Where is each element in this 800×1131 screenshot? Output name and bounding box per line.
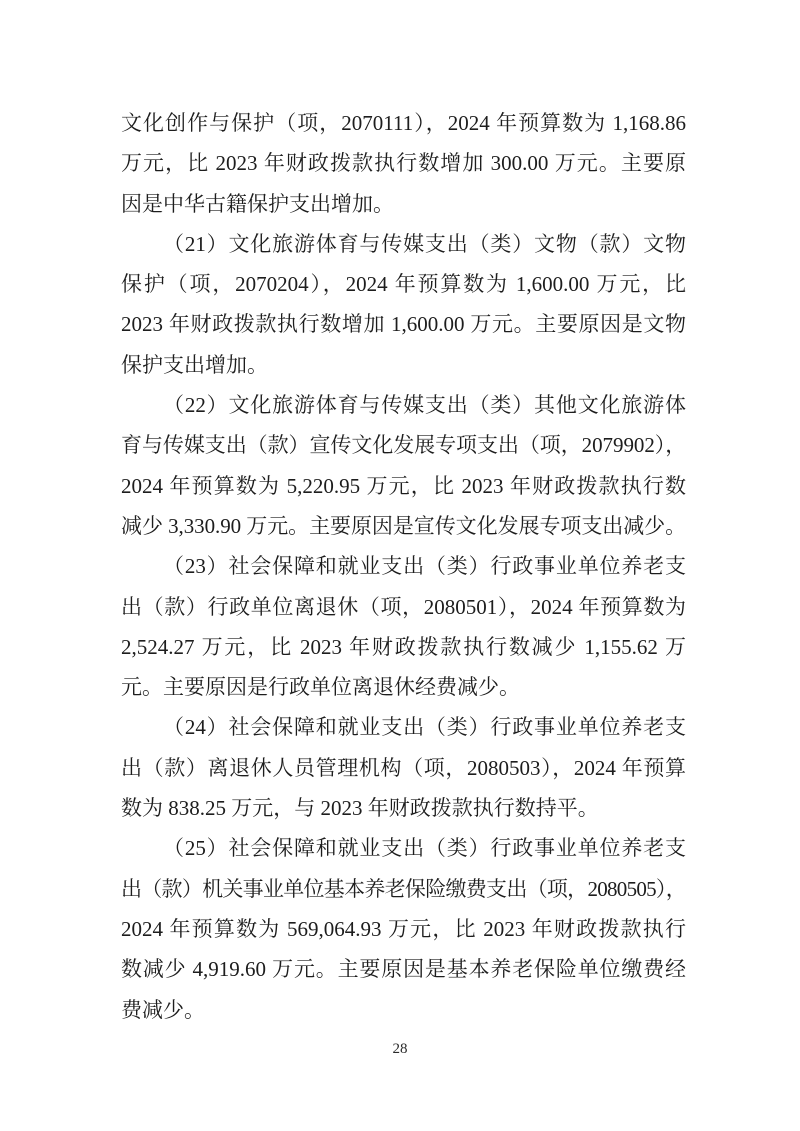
- para-item-2070111-continuation: [121, 103, 686, 224]
- para-item-23: [121, 546, 686, 707]
- text-line: （21）文化旅游体育与传媒支出（类）文物（款）文物: [163, 231, 686, 256]
- text-line: 2,524.27 万元，比 2023 年财政拨款执行数减少 1,155.62 万: [121, 634, 686, 659]
- text-line: 万元，比 2023 年财政拨款执行数增加 300.00 万元。主要原: [121, 151, 686, 176]
- text-line: 保护支出增加。: [121, 352, 268, 377]
- text-line: 出（款）机关事业单位基本养老保险缴费支出（项，2080505），: [121, 876, 686, 901]
- para-item-22: [121, 385, 686, 546]
- text-line: 2024 年预算数为 5,220.95 万元，比 2023 年财政拨款执行数: [121, 473, 686, 498]
- para-item-24: [121, 707, 686, 828]
- text-line: 出（款）离退休人员管理机构（项，2080503），2024 年预算: [121, 755, 686, 780]
- text-line: 元。主要原因是行政单位离退休经费减少。: [121, 675, 520, 700]
- text-line: 数为 838.25 万元，与 2023 年财政拨款执行数持平。: [121, 796, 599, 821]
- text-line: 因是中华古籍保护支出增加。: [121, 191, 394, 216]
- page-footer: [0, 1040, 800, 1058]
- text-line: 保护（项，2070204），2024 年预算数为 1,600.00 万元，比: [121, 272, 686, 297]
- text-line: （22）文化旅游体育与传媒支出（类）其他文化旅游体: [163, 393, 686, 418]
- text-line: 2023 年财政拨款执行数增加 1,600.00 万元。主要原因是文物: [121, 312, 686, 337]
- text-line: （23）社会保障和就业支出（类）行政事业单位养老支: [163, 554, 686, 579]
- text-line: 2024 年预算数为 569,064.93 万元，比 2023 年财政拨款执行: [121, 916, 686, 941]
- page-number: 28: [392, 1041, 408, 1057]
- text-line: 减少 3,330.90 万元。主要原因是宣传文化发展专项支出减少。: [121, 513, 687, 538]
- text-line: 费减少。: [121, 997, 205, 1022]
- text-line: 数减少 4,919.60 万元。主要原因是基本养老保险单位缴费经: [121, 957, 686, 982]
- text-line: 育与传媒支出（款）宣传文化发展专项支出（项，2079902），: [121, 433, 687, 458]
- para-item-25: [121, 828, 686, 1029]
- text-line: （24）社会保障和就业支出（类）行政事业单位养老支: [163, 715, 686, 740]
- document-body: [121, 103, 686, 1030]
- text-line: 出（款）行政单位离退休（项，2080501），2024 年预算数为: [121, 594, 686, 619]
- text-line: 文化创作与保护（项，2070111），2024 年预算数为 1,168.86: [121, 111, 686, 135]
- text-line: （25）社会保障和就业支出（类）行政事业单位养老支: [163, 836, 686, 861]
- para-item-21: [121, 224, 686, 385]
